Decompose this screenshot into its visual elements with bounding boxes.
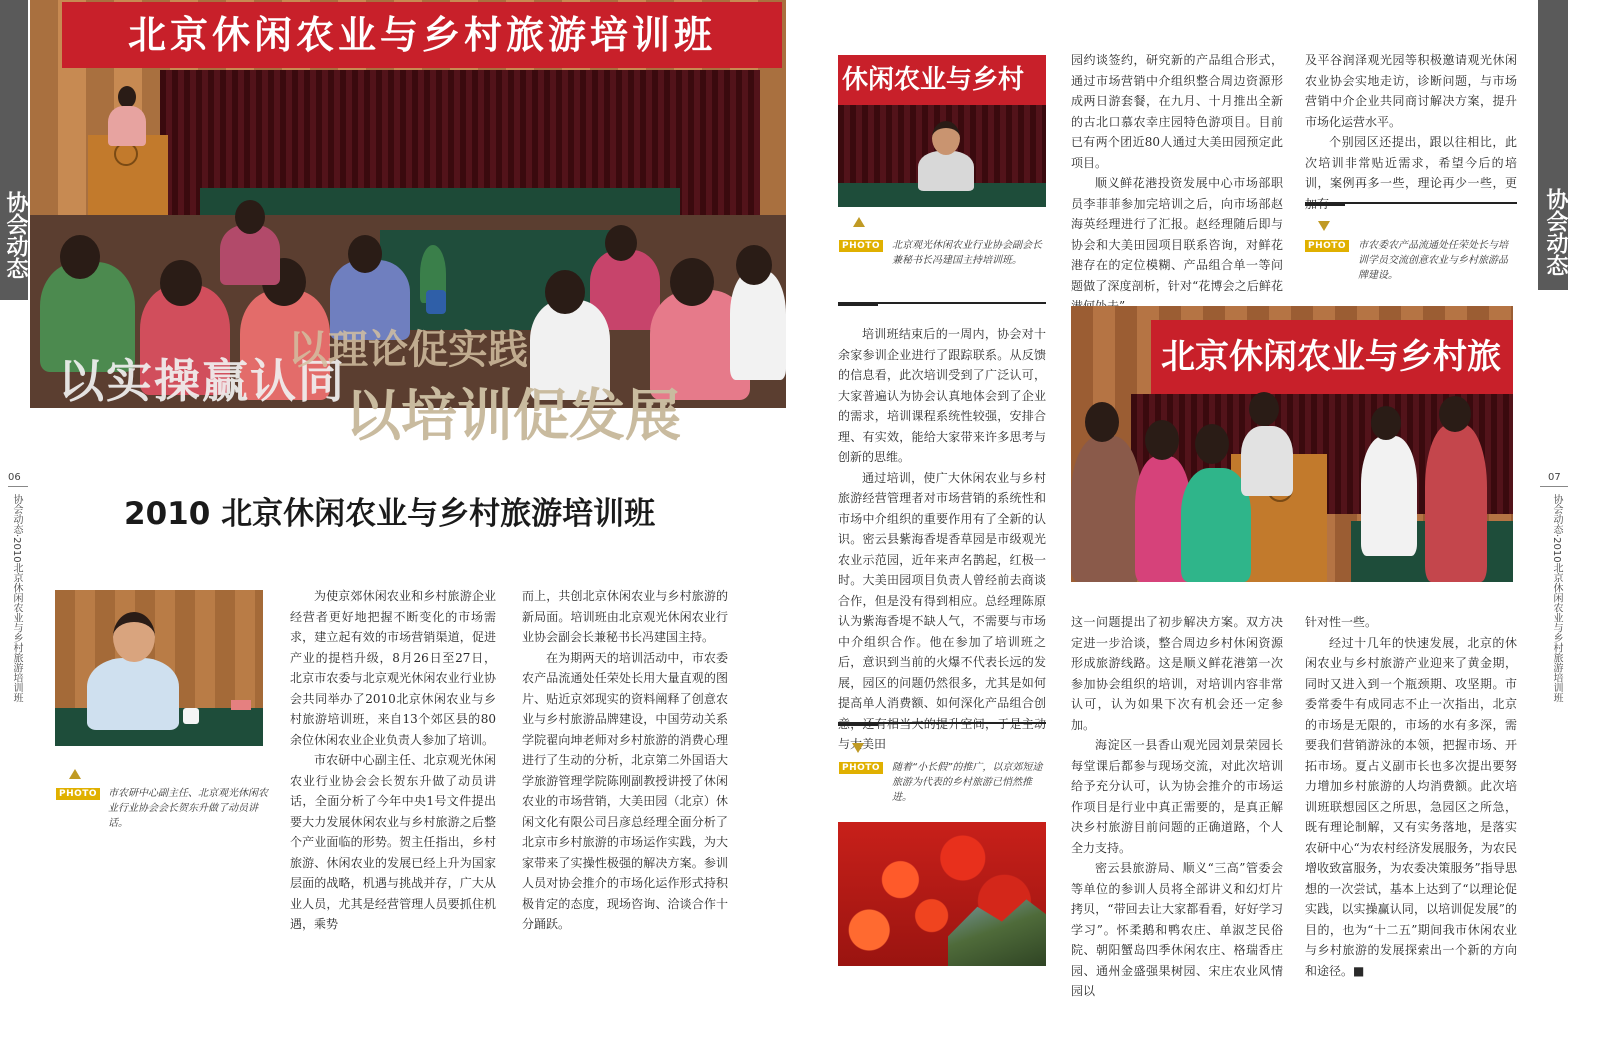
exchange-photo	[1071, 306, 1513, 582]
exchange-photo-banner: 北京休闲农业与乡村旅	[1151, 320, 1513, 394]
right-body-col-middle	[1071, 612, 1283, 1002]
leaves-photo-caption: 随着“小长假”的推广，以京郊短途旅游为代表的乡村旅游已悄然推进。	[892, 762, 1043, 803]
paragraph: 而上，共创北京休闲农业与乡村旅游的新局面。培训班由北京观光休闲农业行业协会副会长兼秘书长冯建国主持。	[522, 589, 728, 644]
speaker-photo	[55, 590, 263, 746]
photo-tag: PHOTO	[1305, 240, 1349, 252]
speaker-caption: 市农研中心副主任、北京观光休闲农业行业协会会长贺东升做了动员讲话。	[108, 788, 268, 829]
hero-banner: 北京休闲农业与乡村旅游培训班	[62, 2, 782, 68]
page-number-right: 07	[1548, 472, 1561, 483]
paragraph: 针对性一些。	[1305, 615, 1378, 629]
photo-tag: PHOTO	[839, 240, 883, 252]
article-title: 2010 北京休闲农业与乡村旅游培训班	[124, 496, 656, 532]
left-body-col-2	[522, 586, 728, 935]
right-body-col-a	[1071, 50, 1283, 317]
paragraph: 及平谷润泽观光园等积极邀请观光休闲农业协会实地走访，诊断问题，与市场营销中介企业共同商讨解决方案，提升市场化运营水平。	[1305, 53, 1517, 129]
paragraph: 这一问题提出了初步解决方案。双方决定进一步洽谈，整合周边乡村休闲资源形成旅游线路。这是顺义鲜花港第一次参加协会组织的培训，对培训内容非常认可，认为如果下次有机会还一定参加。	[1071, 615, 1283, 732]
left-body-col-1	[290, 586, 496, 935]
photo-tag: PHOTO	[56, 788, 100, 800]
section-tab-right: 协会动态	[1538, 0, 1568, 290]
paragraph: 通过培训，使广大休闲农业与乡村旅游经营管理者对市场营销的系统性和市场中介组织的重要作用有了全新的认识。密云县紫海香堤香草园是市级观光农业示范园，近年来声名鹊起，红极一时。大美田园项目负责人曾经前去商谈合作，但是没有得到相应。总经理陈原认为紫海香堤不缺人气，不需要与市场中介组织合作。他在参加了培训班之后，意识到当前的火爆不代表长远的发展，园区的问题仍然很多，尤其是如何提高单人消费额、如何深化产品组合创 与大美田	[838, 470, 1046, 751]
hero-slogan-3: 以培训促发展	[345, 383, 681, 449]
hero-slogan-1: 以实操赢认同	[58, 354, 346, 408]
hero-slogan-2: 以理论促实践	[288, 326, 528, 373]
host-photo-caption: 北京观光休闲农业行业协会副会长兼秘书长冯建国主持培训班。	[892, 240, 1042, 266]
right-body-col-right	[1305, 612, 1517, 981]
paragraph: 园约谈签约，研究新的产品组合形式，通过市场营销中介组织整合周边资源形成两日游套餐，在九月、十月推出全新的古北口慕农幸庄园特色游项目。目前已有两个团近80人通过大美田园预定此项目。	[1071, 53, 1283, 170]
paragraph: 在为期两天的培训活动中，市农委农产品流通处任荣处长用大量直观的图片、贴近京郊现实的资料阐释了创意农业与乡村旅游品牌建设，中国劳动关系学院翟向坤老师对乡村旅游的消费心理进行了生动的分析，北京第二外国语大学旅游管理学院陈刚副教授讲授了休闲农业的市场营销，大美田园（北京）休闲文化有限公司吕彦总经理全面分析了北京市乡村旅游的市场运作实践，为大家带来了实操性极强的解决方案。参训人员对协会推介的市场化运作形式持积极肯定的态度，现场咨询、洽谈合作十分踊跃。	[522, 650, 728, 931]
exchange-photo-caption: 市农委农产品流通处任荣处长与培训学员交流创意农业与乡村旅游品牌建设。	[1358, 240, 1508, 281]
running-head-right: 协会动态·2010北京休闲农业与乡村旅游培训班	[1551, 494, 1562, 703]
paragraph: 为使京郊休闲农业和乡村旅游企业经营者更好地把握不断变化的市场需求，建立起有效的市场营销渠道，促进产业的提档升级，8月26日至27日，北京市农委与北京观光休闲农业行业协会共同举办了2010北京休闲农业与乡村旅游培训班，来自13个郊区县的80余位休闲农业企业负责人参加了培训。	[290, 589, 496, 747]
photo-tag: PHOTO	[839, 762, 883, 774]
section-tab-left: 协会动态	[0, 0, 28, 300]
running-head-left: 协会动态·2010北京休闲农业与乡村旅游培训班	[11, 494, 22, 703]
paragraph: 顺义鲜花港投资发展中心市场部职员李菲菲参加完培训之后，向市场部赵海英经理进行了汇报。赵经理随后即与协会和大美田园项目联系咨询，对鲜花港存在的定位模糊、产品组合单一等问题做了深度剖析，针对“花博会之后鲜花	[1071, 176, 1283, 293]
right-body-col-b	[1305, 50, 1517, 214]
paragraph: 市农研中心副主任、北京观光休闲农业行业协会会长贺东升做了动员讲话，全面分析了今年中央1号文件提出要大力发展休闲农业与乡村旅游之后整个产业面临的形势。贺主任指出，乡村旅游、休闲农业的发展已经上升为国家层面的战略，机遇与挑战并存，广大从业人员，尤其是经营管理人员要抓住机遇，乘势	[290, 753, 496, 931]
paragraph: 个别园区还提出，跟以往相比，此次培训非常贴近需求，希望今后的培训，案例再多一些，理论再少一些，更	[1305, 135, 1517, 190]
paragraph: 海淀区一县香山观光园刘景荣园长每堂课后都参与现场交流，对此次培训给予充分认可，认为协会推介的市场运作项目是行业中真正需要的，是真正解决乡村旅游目前问题的正确道路，个人全力支持。	[1071, 738, 1283, 855]
right-body-col-left	[838, 324, 1046, 755]
paragraph: 经过十几年的快速发展，北京的休闲农业与乡村旅游产业迎来了黄金期，同时又进入到一个瓶颈期、攻坚期。市委常委牛有成同志不止一次指出，北京的市场是无限的，市场的水有多深，需要我们营销游泳的本领，把握市场、开拓市场。夏占义副市长也多次提出要努力增加乡村旅游的人均消费额。此次培训班联想园区之所思，急园区之所急，既有理论制解，又有实务落地，是落实农研中心“为农村经济发展服务，为农民增收致富服务，为农委决策服务”指导思想的一次尝试，基本上达到了“以理论促实践，以实操赢认同，以培训促发展”的目的，也为“十二五”期间我市休闲农业与乡村旅游的发展探索出一个新的方向和途径。■	[1305, 635, 1517, 978]
page-number-left: 06	[8, 472, 21, 483]
host-photo	[838, 55, 1046, 207]
autumn-leaves-photo	[838, 822, 1046, 966]
paragraph: 密云县旅游局、顺义“三高”管委会等单位的参训人员将全部讲义和幻灯片拷贝，“带回去让大家都看看，好好学习学习”。怀柔鹅和鸭农庄、单淑芝民俗院、朝阳蟹岛四季休闲农庄、格瑞香庄园、通州金盛强果树园、宋庄农业风情园以	[1071, 861, 1283, 998]
host-photo-banner: 休闲农业与乡村	[838, 55, 1046, 105]
paragraph: 培训班结束后的一周内，协会对十余家参训企业进行了跟踪联系。从反馈的信息看，此次培训受到了广泛认可，大家普遍认为协会认真地体会到了企业的需求，培训课程系统性较强，安排合理、有实效，能给大家带来许多思考与创新的思维。	[838, 327, 1046, 464]
